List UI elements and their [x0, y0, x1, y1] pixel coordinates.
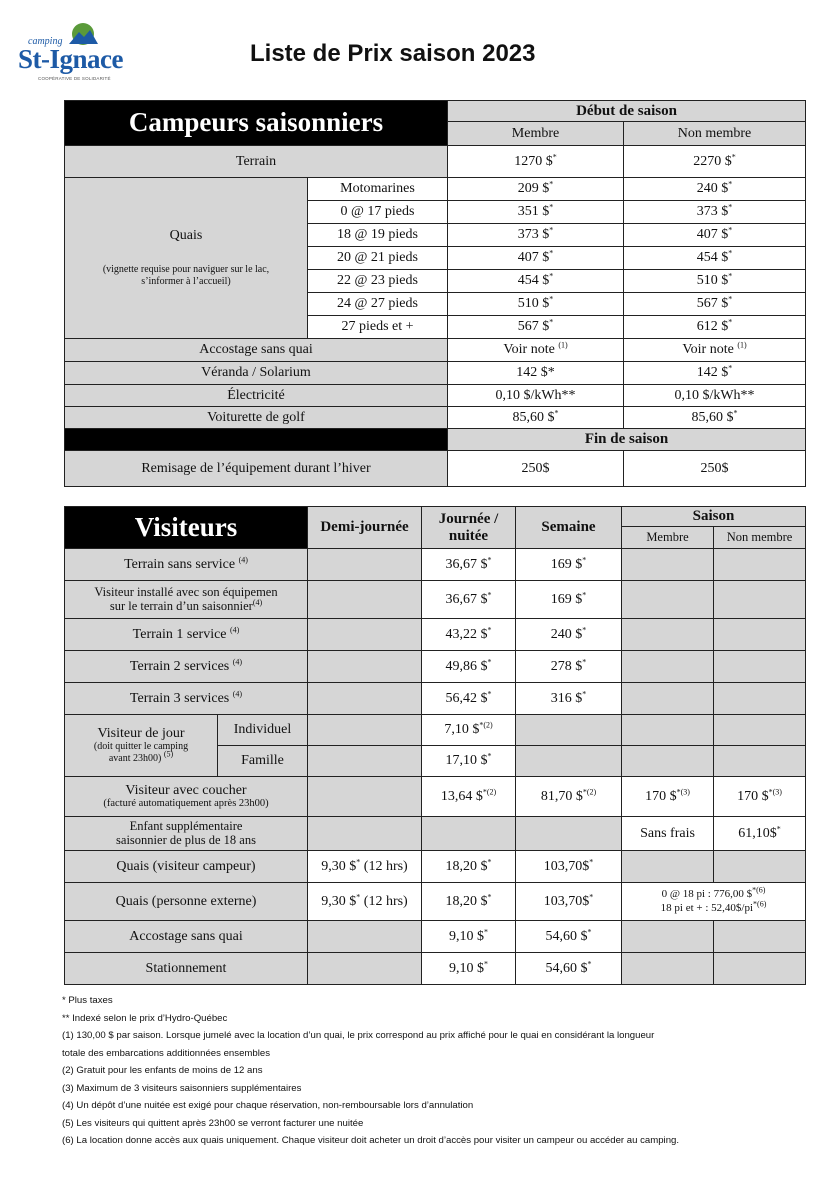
quais-externe-semaine: 103,70$*: [516, 883, 622, 921]
accostage-semaine: 54,60 $*: [516, 921, 622, 953]
voiturette-membre: 85,60 $*: [448, 407, 624, 429]
table-row: [65, 921, 806, 953]
trois-services-semaine: 316 $*: [516, 683, 622, 715]
footnote: ** Indexé selon le prix d’Hydro-Québec: [62, 1012, 228, 1024]
journee-header: Journée / nuitée: [422, 507, 516, 549]
quais-externe-journee: 18,20 $*: [422, 883, 516, 921]
camping-logo: [18, 22, 136, 82]
voiturette-non-membre: 85,60 $*: [624, 407, 806, 429]
quai-membre: 351 $*: [448, 201, 624, 224]
visiteurs-table: [64, 506, 806, 985]
famille-label: Famille: [218, 746, 308, 777]
voiturette-label: Voiturette de golf: [65, 407, 448, 429]
quais-label: Quais: [169, 228, 203, 244]
terrain-label: Terrain: [65, 146, 448, 178]
table-row: [65, 362, 806, 385]
terrain-sans-service-label: Terrain sans service $^{(4)}$: [65, 549, 308, 581]
remisage-membre: 250$: [448, 451, 624, 487]
semaine-header: Semaine: [516, 507, 622, 549]
quai-size: 18 @ 19 pieds: [308, 224, 448, 247]
logo-camping-text: camping: [28, 36, 63, 47]
quais-campeur-semaine: 103,70$*: [516, 851, 622, 883]
accostage-sans-quai-label: Accostage sans quai: [65, 921, 308, 953]
quai-membre: 567 $*: [448, 316, 624, 339]
table-row: [65, 953, 806, 985]
enfant-membre: Sans frais: [622, 817, 714, 851]
quai-membre: 407 $*: [448, 247, 624, 270]
coucher-journee: 13,64 \$$^{*(2)}$: [422, 777, 516, 817]
deux-services-journee: 49,86 $*: [422, 651, 516, 683]
terrain-non-membre: 2270 $*: [624, 146, 806, 178]
quais-campeur-demi: 9,30 $* (12 hrs): [308, 851, 422, 883]
visiteur-installe-label: Visiteur installé avec son équipemen sur le terrain d’un saisonnier$^{(4)}$: [65, 581, 308, 619]
quais-personne-externe-label: Quais (personne externe): [65, 883, 308, 921]
terrain-3-services-label: Terrain 3 services $^{(4)}$: [65, 683, 308, 715]
electricite-non-membre: 0,10 $/kWh**: [624, 385, 806, 407]
veranda-membre: 142 $*: [448, 362, 624, 385]
visiteur-de-jour-label: Visiteur de jour (doit quitter le camping avant 23h00) $^{(5)}$: [65, 715, 218, 777]
quais-visiteur-campeur-label: Quais (visiteur campeur): [65, 851, 308, 883]
accostage-non-membre: Voir note $^{(1)}$: [624, 339, 806, 362]
individuel-label: Individuel: [218, 715, 308, 746]
table-row: [65, 581, 806, 619]
table-row: [65, 385, 806, 407]
remisage-label: Remisage de l’équipement durant l’hiver: [65, 451, 448, 487]
table-row: [65, 178, 806, 201]
table-row: [65, 451, 806, 487]
table-row: [65, 651, 806, 683]
mountain-sun-icon: [66, 22, 100, 46]
saison-non-membre-header: Non membre: [714, 527, 806, 549]
saison-header: Saison: [622, 507, 806, 527]
quais-campeur-journee: 18,20 $*: [422, 851, 516, 883]
footnote: (4) Un dépôt d’une nuitée est exigé pour chaque réservation, non-remboursable lors d’annulation: [62, 1100, 474, 1111]
quai-size: 24 @ 27 pieds: [308, 293, 448, 316]
footnote: (6) La location donne accès aux quais uniquement. Chaque visiteur doit acheter un droit d’accès pour visiter un campeur ou accéder au camping.: [62, 1135, 680, 1146]
installe-semaine: 169 $*: [516, 581, 622, 619]
table-row: [65, 851, 806, 883]
enfant-supplementaire-label: Enfant supplémentaire saisonnier de plus de 18 ans: [65, 817, 308, 851]
quai-non-membre: 240 $*: [624, 178, 806, 201]
installe-journee: 36,67 $*: [422, 581, 516, 619]
terrain-membre: 1270 $*: [448, 146, 624, 178]
quai-membre: 454 $*: [448, 270, 624, 293]
quai-membre: 373 $*: [448, 224, 624, 247]
terrain-1-service-label: Terrain 1 service $^{(4)}$: [65, 619, 308, 651]
footnote: (3) Maximum de 3 visiteurs saisonniers supplémentaires: [62, 1082, 302, 1094]
electricite-label: Électricité: [65, 385, 448, 407]
accostage-membre: Voir note $^{(1)}$: [448, 339, 624, 362]
footnote: (1) 130,00 $ par saison. Lorsque jumelé avec la location d’un quai, le prix correspond au prix affiché pour le quai en considérant la longueur: [62, 1030, 655, 1041]
quai-non-membre: 612 $*: [624, 316, 806, 339]
terrain-2-services-label: Terrain 2 services $^{(4)}$: [65, 651, 308, 683]
stationnement-label: Stationnement: [65, 953, 308, 985]
accostage-journee: 9,10 $*: [422, 921, 516, 953]
table-row: [65, 883, 806, 921]
visiteur-avec-coucher-label: Visiteur avec coucher (facturé automatiquement après 23h00): [65, 777, 308, 817]
veranda-non-membre: 142 $*: [624, 362, 806, 385]
campeurs-table: [64, 100, 806, 487]
logo-name: St-Ignace: [18, 44, 123, 74]
campeurs-title: Campeurs saisonniers: [65, 101, 448, 146]
footnote: * Plus taxes: [62, 995, 113, 1006]
quai-non-membre: 407 $*: [624, 224, 806, 247]
un-service-semaine: 240 $*: [516, 619, 622, 651]
table-row: [65, 407, 806, 429]
quai-size: 0 @ 17 pieds: [308, 201, 448, 224]
individuel-journee: 7,10 \$$^{*(2)}$: [422, 715, 516, 746]
membre-header: Membre: [448, 122, 624, 146]
quais-externe-saison: 0 @ 18 pi : 776,00 \$$^{*(6)}$ 18 pi et + : $52,40\$/pi^{*(6)}$: [622, 883, 806, 921]
visiteurs-title: Visiteurs: [65, 507, 308, 549]
footnote: (5) Les visiteurs qui quittent après 23h00 se verront facturer une nuitée: [62, 1117, 364, 1129]
table-row: [65, 619, 806, 651]
accostage-label: Accostage sans quai: [65, 339, 448, 362]
electricite-membre: 0,10 $/kWh**: [448, 385, 624, 407]
quai-non-membre: 454 $*: [624, 247, 806, 270]
page-title: Liste de Prix saison 2023: [250, 40, 536, 67]
quai-non-membre: 567 $*: [624, 293, 806, 316]
deux-services-semaine: 278 $*: [516, 651, 622, 683]
footnote: totale des embarcations additionnées ensembles: [62, 1047, 270, 1059]
quai-size: 22 @ 23 pieds: [308, 270, 448, 293]
table-row: [65, 549, 806, 581]
stationnement-semaine: 54,60 $*: [516, 953, 622, 985]
logo-tagline: COOPÉRATIVE DE SOLIDARITÉ: [38, 76, 111, 81]
footnote: (2) Gratuit pour les enfants de moins de 12 ans: [62, 1065, 263, 1076]
remisage-non-membre: 250$: [624, 451, 806, 487]
coucher-membre: 170 \$$^{*(3)}$: [622, 777, 714, 817]
quai-size: 27 pieds et +: [308, 316, 448, 339]
footnotes: [62, 992, 837, 1150]
saison-membre-header: Membre: [622, 527, 714, 549]
non-membre-header: Non membre: [624, 122, 806, 146]
table-row: [65, 146, 806, 178]
quai-size: 20 @ 21 pieds: [308, 247, 448, 270]
quais-note: (vignette requise pour naviguer sur le lac, s’informer à l’accueil): [102, 263, 270, 287]
table-row: [65, 715, 806, 746]
veranda-label: Véranda / Solarium: [65, 362, 448, 385]
quais-externe-demi: 9,30 $* (12 hrs): [308, 883, 422, 921]
fin-saison-header: Fin de saison: [448, 429, 806, 451]
black-band: [65, 429, 448, 451]
un-service-journee: 43,22 $*: [422, 619, 516, 651]
sans-service-journee: 36,67 $*: [422, 549, 516, 581]
coucher-semaine: 81,70 \$$^{*(2)}$: [516, 777, 622, 817]
quai-non-membre: 510 $*: [624, 270, 806, 293]
debut-saison-header: Début de saison: [448, 101, 806, 122]
demi-journee-header: Demi-journée: [308, 507, 422, 549]
sans-service-semaine: 169 $*: [516, 549, 622, 581]
table-row: [65, 777, 806, 817]
table-row: [65, 339, 806, 362]
trois-services-journee: 56,42 $*: [422, 683, 516, 715]
quai-membre: 510 $*: [448, 293, 624, 316]
stationnement-journee: 9,10 $*: [422, 953, 516, 985]
table-row: [65, 683, 806, 715]
table-row: [65, 817, 806, 851]
quai-non-membre: 373 $*: [624, 201, 806, 224]
enfant-non-membre: 61,10$*: [714, 817, 806, 851]
famille-journee: 17,10 $*: [422, 746, 516, 777]
quais-label-cell: [65, 178, 308, 339]
quai-size: Motomarines: [308, 178, 448, 201]
quai-membre: 209 $*: [448, 178, 624, 201]
coucher-non-membre: 170 \$$^{*(3)}$: [714, 777, 806, 817]
